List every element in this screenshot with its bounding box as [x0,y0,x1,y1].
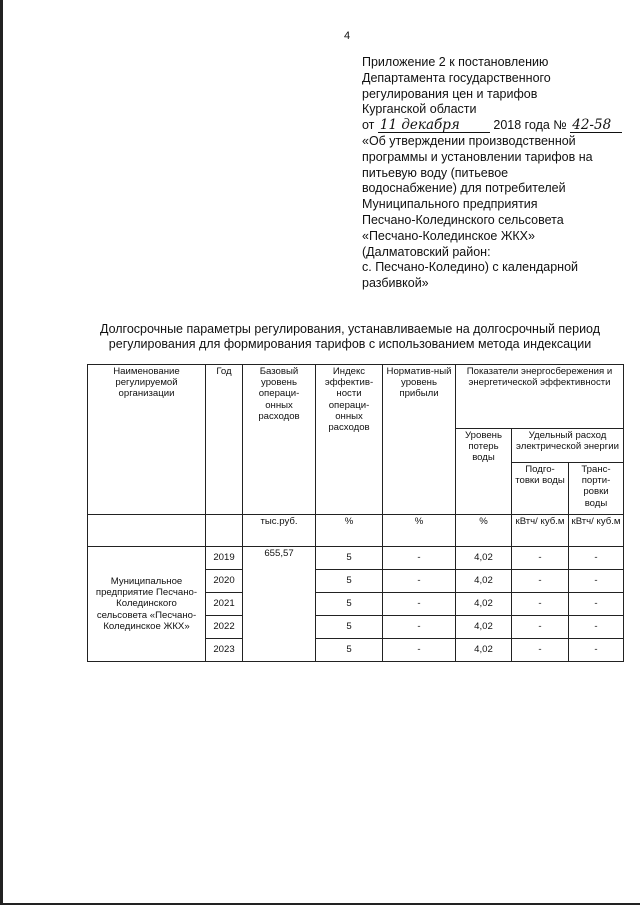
profit-cell: - [383,593,456,616]
loss-cell: 4,02 [456,547,512,570]
appendix-line: Приложение 2 к постановлению [362,55,549,69]
year-cell: 2022 [206,616,243,639]
year-cell: 2021 [206,593,243,616]
profit-cell: - [383,570,456,593]
handwritten-date: 11 декабря [378,119,490,133]
appendix-title-line: программы и установлении тарифов на [362,149,593,164]
page-number: 4 [344,30,351,42]
appendix-title-line: «Об утверждении производственной [362,133,576,148]
heading-line: регулирования для формирования тарифов с использованием метода индексации [108,337,592,351]
base-opex-value: 655,57 [243,547,316,662]
transport-cell: - [569,570,624,593]
organization-name: Муниципальное предприятие Песчано-Колединского сельсовета «Песчано-Колединское ЖКХ» [88,547,206,662]
index-cell: 5 [316,639,383,662]
prep-cell: - [512,570,569,593]
appendix-title-line: Муниципального предприятия [362,197,538,212]
handwritten-number: 42-58 [570,119,622,133]
unit-transport: кВтч/ куб.м [569,515,624,547]
appendix-line: регулирования цен и тарифов [362,86,538,101]
unit-empty [88,515,206,547]
header-base-opex: Базовый уровень операци-онных расходов [243,365,316,515]
year-cell: 2020 [206,570,243,593]
prep-cell: - [512,616,569,639]
loss-cell: 4,02 [456,570,512,593]
appendix-line: Департамента государственного [362,70,551,85]
transport-cell: - [569,616,624,639]
loss-cell: 4,02 [456,593,512,616]
unit-prep: кВтч/ куб.м [512,515,569,547]
appendix-title-line: водоснабжение) для потребителей [362,181,566,196]
profit-cell: - [383,639,456,662]
transport-cell: - [569,639,624,662]
prep-cell: - [512,639,569,662]
profit-cell: - [383,616,456,639]
page-left-edge [0,0,3,905]
loss-cell: 4,02 [456,639,512,662]
loss-cell: 4,02 [456,616,512,639]
transport-cell: - [569,593,624,616]
appendix-title-line: «Песчано-Колединское ЖКХ» [362,228,535,243]
index-cell: 5 [316,570,383,593]
year-cell: 2019 [206,547,243,570]
header-water-transport: Транс-порти-ровки воды [569,463,624,515]
appendix-date-line [362,118,632,134]
appendix-title-line: (Далматовский район: [362,244,491,259]
header-organization: Наименование регулируемой организации [88,365,206,515]
unit-profit: % [383,515,456,547]
index-cell: 5 [316,616,383,639]
header-profit-level: Норматив-ный уровень прибыли [383,365,456,515]
appendix-title-line: питьевую воду (питьевое [362,165,509,180]
year-cell: 2023 [206,639,243,662]
appendix-title-line: Песчано-Колединского сельсовета [362,212,564,227]
appendix-line: Курганской области [362,102,477,117]
header-energy-indicators: Показатели энергосбережения и энергетической эффективности [456,365,624,429]
appendix-title-line: разбивкой» [362,276,429,291]
index-cell: 5 [316,593,383,616]
transport-cell: - [569,547,624,570]
header-water-preparation: Подго-товки воды [512,463,569,515]
date-suffix: 2018 года № [493,118,567,133]
unit-empty [206,515,243,547]
date-prefix: от [362,118,375,133]
header-water-loss: Уровень потерь воды [456,429,512,515]
unit-base: тыс.руб. [243,515,316,547]
header-specific-energy: Удельный расход электрической энергии [512,429,624,463]
section-heading [60,322,640,352]
header-efficiency-index: Индекс эффектив-ности операци-онных расходов [316,365,383,515]
prep-cell: - [512,547,569,570]
profit-cell: - [383,547,456,570]
table-row [88,547,624,570]
unit-index: % [316,515,383,547]
prep-cell: - [512,593,569,616]
regulation-parameters-table [87,364,624,662]
header-year: Год [206,365,243,515]
heading-line: Долгосрочные параметры регулирования, устанавливаемые на долгосрочный период [99,322,601,336]
index-cell: 5 [316,547,383,570]
unit-loss: % [456,515,512,547]
appendix-title-line: с. Песчано-Колединo) с календарной [362,260,579,275]
appendix-block [362,55,632,292]
